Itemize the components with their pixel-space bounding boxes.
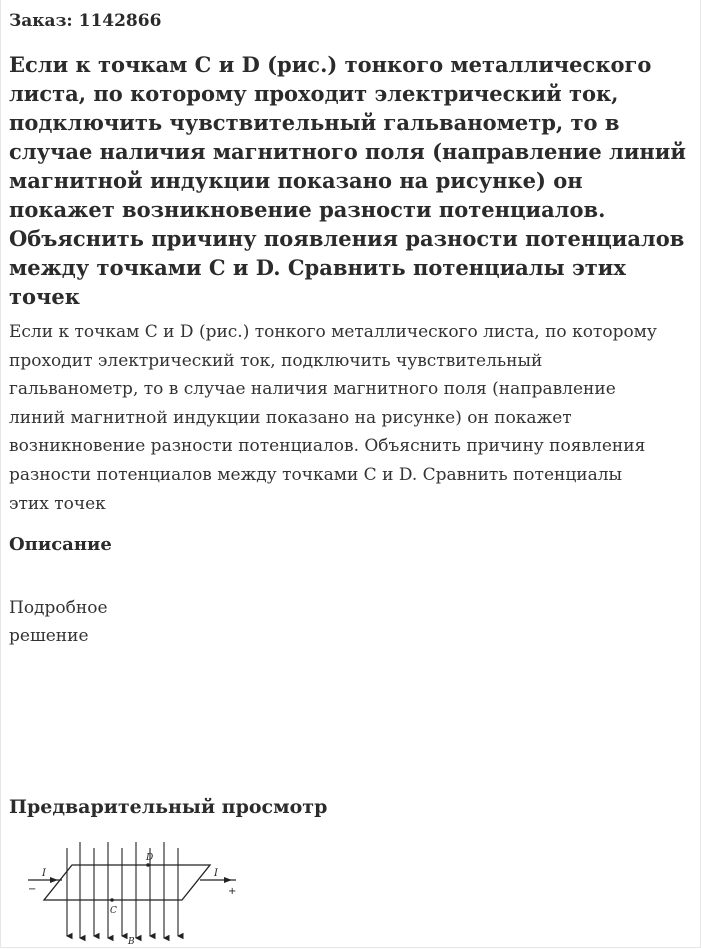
current-arrow-left <box>50 877 58 883</box>
label-c: C <box>110 906 117 916</box>
preview-heading: Предварительный просмотр <box>9 796 328 818</box>
label-current-right: I <box>214 868 218 879</box>
label-current-left: I <box>42 868 46 879</box>
field-lines <box>67 842 178 938</box>
plate-diagram <box>22 838 252 946</box>
label-minus: − <box>28 884 37 895</box>
current-arrow-right <box>224 877 232 883</box>
description-value: Подробное решение <box>9 598 108 646</box>
preview-figure <box>22 838 252 946</box>
description-heading: Описание <box>9 534 112 555</box>
label-b: B <box>128 937 135 946</box>
label-d: D <box>146 853 154 863</box>
order-number: Заказ: 1142866 <box>9 11 162 31</box>
point-d <box>146 863 150 867</box>
task-text: Если к точкам С и D (рис.) тонкого металлического листа, по которому проходит электрический ток, подключить чувствительный гальванометр, то в случае наличия магнитного поля (направление линий магнитной индукции показано на рисунке) он покажет возникновение разности потенциалов. Объяснить причину появления разности потенциалов между точками C и D. Сравнить потенциалы этих точек <box>9 322 657 514</box>
point-c <box>110 898 114 902</box>
label-plus: + <box>228 886 237 897</box>
metal-plate <box>44 865 210 900</box>
task-title: Если к точкам С и D (рис.) тонкого металлического листа, по которому проходит электрический ток, подключить чувствительный гальванометр, то в случае наличия магнитного поля (направление линий магнитной индукции показано на рисунке) он покажет возникновение разности потенциалов. Объяснить причину появления разности потенциалов между точками C и D. Сравнить потенциалы этих точек <box>9 52 686 309</box>
